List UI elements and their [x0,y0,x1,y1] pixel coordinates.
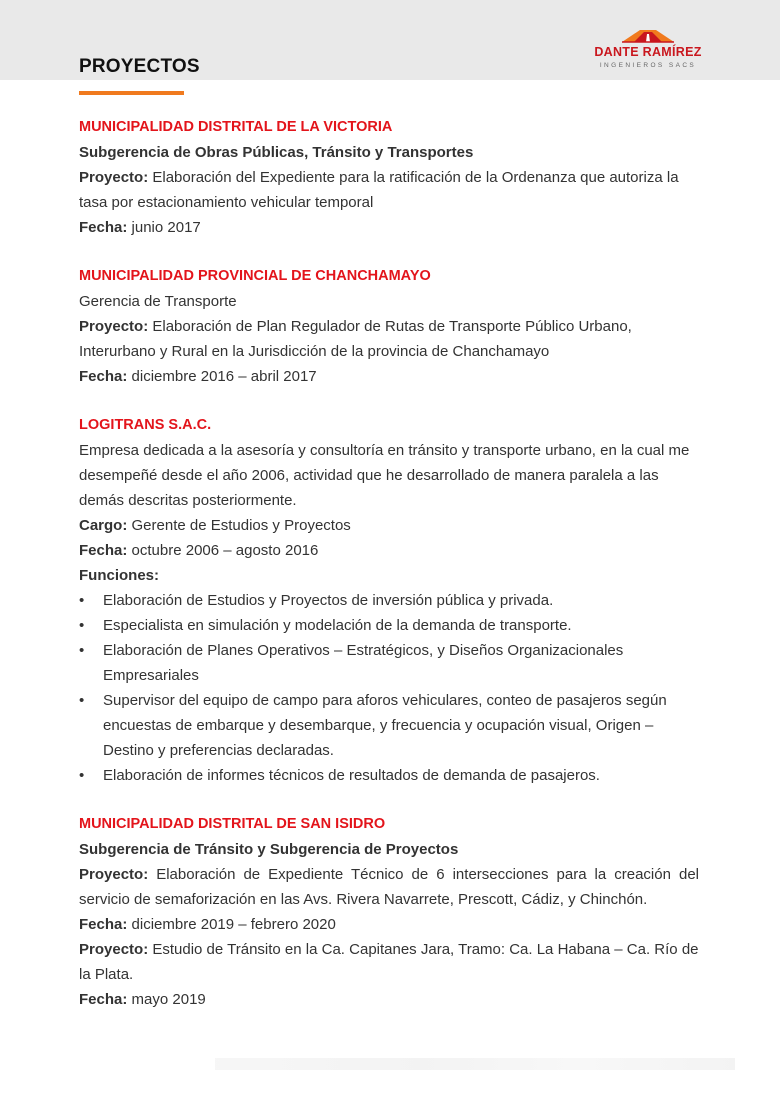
org-name: MUNICIPALIDAD DISTRITAL DE LA VICTORIA [79,119,393,135]
logo-road-icon [620,26,676,44]
list-item [79,588,699,613]
project-line-2 [79,937,699,987]
date-line-2 [79,987,699,1012]
department: Gerencia de Transporte [79,293,237,310]
bullet: • [79,592,85,609]
project-text: Elaboración del Expediente para la ratificación de la Ordenanza que autoriza la tasa por estacionamiento vehicular temporal [79,169,679,211]
function-text: Especialista en simulación y modelación de la demanda de transporte. [103,617,572,634]
project-line [79,862,699,912]
bullet: • [79,767,85,784]
functions-list [79,588,699,788]
project-text: Estudio de Tránsito en la Ca. Capitanes Jara, Tramo: Ca. La Habana – Ca. Río de la Plata. [79,941,699,983]
date-text: junio 2017 [131,219,201,236]
section-la-victoria [79,115,699,240]
list-item [79,763,699,788]
date-label: Fecha: [79,542,128,559]
date-line [79,538,699,563]
section-san-isidro [79,812,699,1012]
date-label: Fecha: [79,991,128,1008]
list-item [79,688,699,763]
date-text: diciembre 2016 – abril 2017 [131,368,317,385]
date-label: Fecha: [79,368,128,385]
project-text: Elaboración de Expediente Técnico de 6 intersecciones para la creación del servicio de semaforización en las Avs. Rivera Navarrete, Prescott, Cádiz, y Chinchón. [79,866,699,908]
bullet: • [79,692,85,709]
bullet: • [79,617,85,634]
project-line [79,165,699,215]
project-label: Proyecto: [79,941,149,958]
function-text: Supervisor del equipo de campo para aforos vehiculares, conteo de pasajeros según encuestas de embarque y desembarque, y frecuencia y ocupación visual, Origen – Destino y preferencias declaradas. [103,692,667,759]
page-title: PROYECTOS [79,56,200,77]
footer-faded-text [215,1058,735,1070]
title-underline [79,91,184,95]
company-logo [592,26,704,72]
date-text: mayo 2019 [131,991,206,1008]
function-text: Elaboración de Estudios y Proyectos de inversión pública y privada. [103,592,554,609]
date-text: diciembre 2019 – febrero 2020 [131,916,336,933]
function-text: Elaboración de Planes Operativos – Estratégicos, y Diseños Organizacionales Empresariales [103,642,624,684]
project-label: Proyecto: [79,169,149,186]
date-text: octubre 2006 – agosto 2016 [131,542,319,559]
function-text: Elaboración de informes técnicos de resultados de demanda de pasajeros. [103,767,600,784]
company-description: Empresa dedicada a la asesoría y consultoría en tránsito y transporte urbano, en la cual me desempeñé desde el año 2006, actividad que he desarrollado de manera paralela a las demás descritas posteriormente. [79,442,690,509]
org-name: LOGITRANS S.A.C. [79,417,212,433]
project-label: Proyecto: [79,866,149,883]
date-line [79,912,699,937]
projects-content [79,115,699,1036]
cargo-text: Gerente de Estudios y Proyectos [131,517,351,534]
department: Subgerencia de Obras Públicas, Tránsito y Transportes [79,144,474,161]
date-label: Fecha: [79,916,128,933]
bullet: • [79,642,85,659]
section-chanchamayo [79,264,699,389]
department: Subgerencia de Tránsito y Subgerencia de Proyectos [79,841,459,858]
logo-subtitle: INGENIEROS SACS [599,62,697,69]
cargo-line [79,513,699,538]
project-label: Proyecto: [79,318,149,335]
date-label: Fecha: [79,219,128,236]
org-name: MUNICIPALIDAD PROVINCIAL DE CHANCHAMAYO [79,268,431,284]
date-line [79,215,699,240]
cargo-label: Cargo: [79,517,128,534]
list-item [79,613,699,638]
org-name: MUNICIPALIDAD DISTRITAL DE SAN ISIDRO [79,816,386,832]
date-line [79,364,699,389]
section-logitrans [79,413,699,788]
functions-label: Funciones: [79,567,160,584]
list-item [79,638,699,688]
logo-name: DANTE RAMÍREZ [594,45,702,59]
project-text: Elaboración de Plan Regulador de Rutas de Transporte Público Urbano, Interurbano y Rural en la Jurisdicción de la provincia de Chanchamayo [79,318,632,360]
project-line [79,314,699,364]
